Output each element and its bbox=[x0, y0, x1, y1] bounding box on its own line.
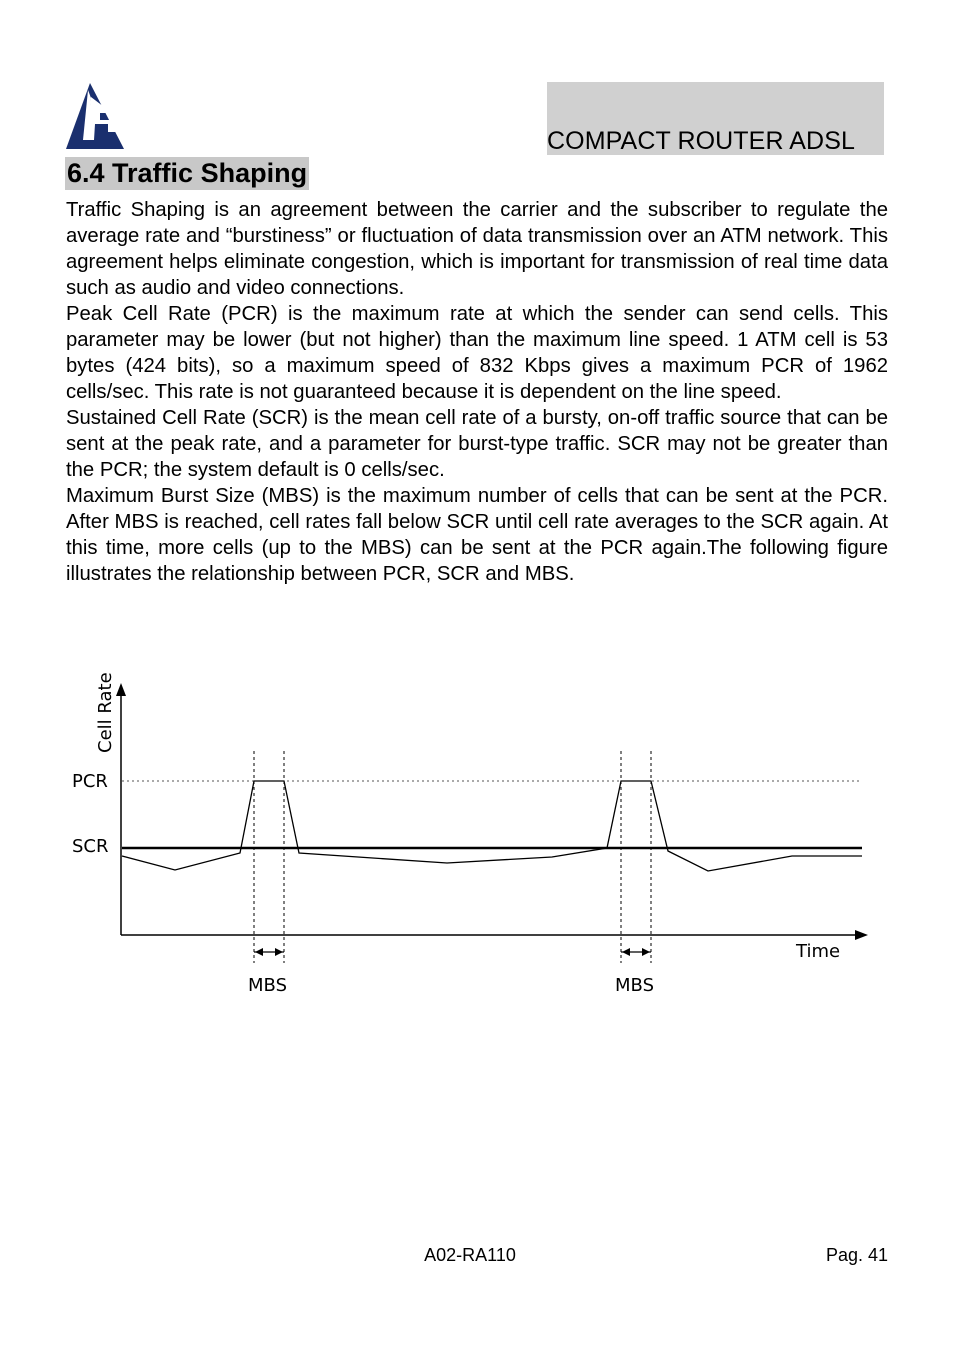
y-axis-arrow bbox=[116, 683, 126, 696]
scr-label: SCR bbox=[72, 836, 109, 857]
paragraph-traffic-shaping: Traffic Shaping is an agreement between the carrier and the subscriber to regulate the average rate and “burstiness” or fluctuation of data transmission over an ATM network. This agreement helps eliminate congestion, which is important for transmission of real time data such as audio and video connections. bbox=[66, 199, 888, 299]
mbs-markers bbox=[254, 751, 651, 963]
page-number: Pag. 41 bbox=[825, 1245, 888, 1265]
section-heading: 6.4 Traffic Shaping bbox=[67, 158, 308, 188]
mbs-arrow-first bbox=[254, 948, 284, 956]
mbs-label-first: MBS bbox=[248, 975, 287, 996]
document-code: A02-RA110 bbox=[424, 1245, 516, 1265]
mbs-label-second: MBS bbox=[615, 975, 654, 996]
mbs-arrow-second bbox=[621, 948, 651, 956]
atlantis-logo-icon bbox=[64, 80, 128, 152]
cell-rate-curve bbox=[122, 781, 862, 871]
body-text bbox=[66, 197, 888, 587]
paragraph-scr: Sustained Cell Rate (SCR) is the mean cell rate of a bursty, on-off traffic source that can be sent at the peak rate, and a parameter for burst-type traffic. SCR may not be greater than the PCR; the system default is 0 cells/sec. bbox=[66, 407, 888, 481]
paragraph-pcr: Peak Cell Rate (PCR) is the maximum rate at which the sender can send cells. This parameter may be lower (but not higher) than the maximum line speed. 1 ATM cell is 53 bytes (424 bits), so a maximum speed of 832 Kbps gives a maximum PCR of 1962 cells/sec. This rate is not guaranteed because it is dependent on the line speed. bbox=[66, 303, 888, 403]
x-axis-label: Time bbox=[796, 941, 841, 962]
x-axis-arrow bbox=[855, 930, 868, 940]
axes bbox=[121, 693, 862, 935]
paragraph-mbs: Maximum Burst Size (MBS) is the maximum number of cells that can be sent at the PCR. After MBS is reached, cell rates fall below SCR until cell rate averages to the SCR again. At this time, more cells (up to the MBS) can be sent at the PCR again.The following figure illustrates the relationship between PCR, SCR and MBS. bbox=[66, 485, 888, 585]
product-title: COMPACT ROUTER ADSL bbox=[547, 127, 855, 155]
pcr-label: PCR bbox=[72, 771, 108, 792]
y-axis-label: Cell Rate bbox=[95, 672, 116, 753]
traffic-shaping-figure bbox=[62, 658, 872, 998]
